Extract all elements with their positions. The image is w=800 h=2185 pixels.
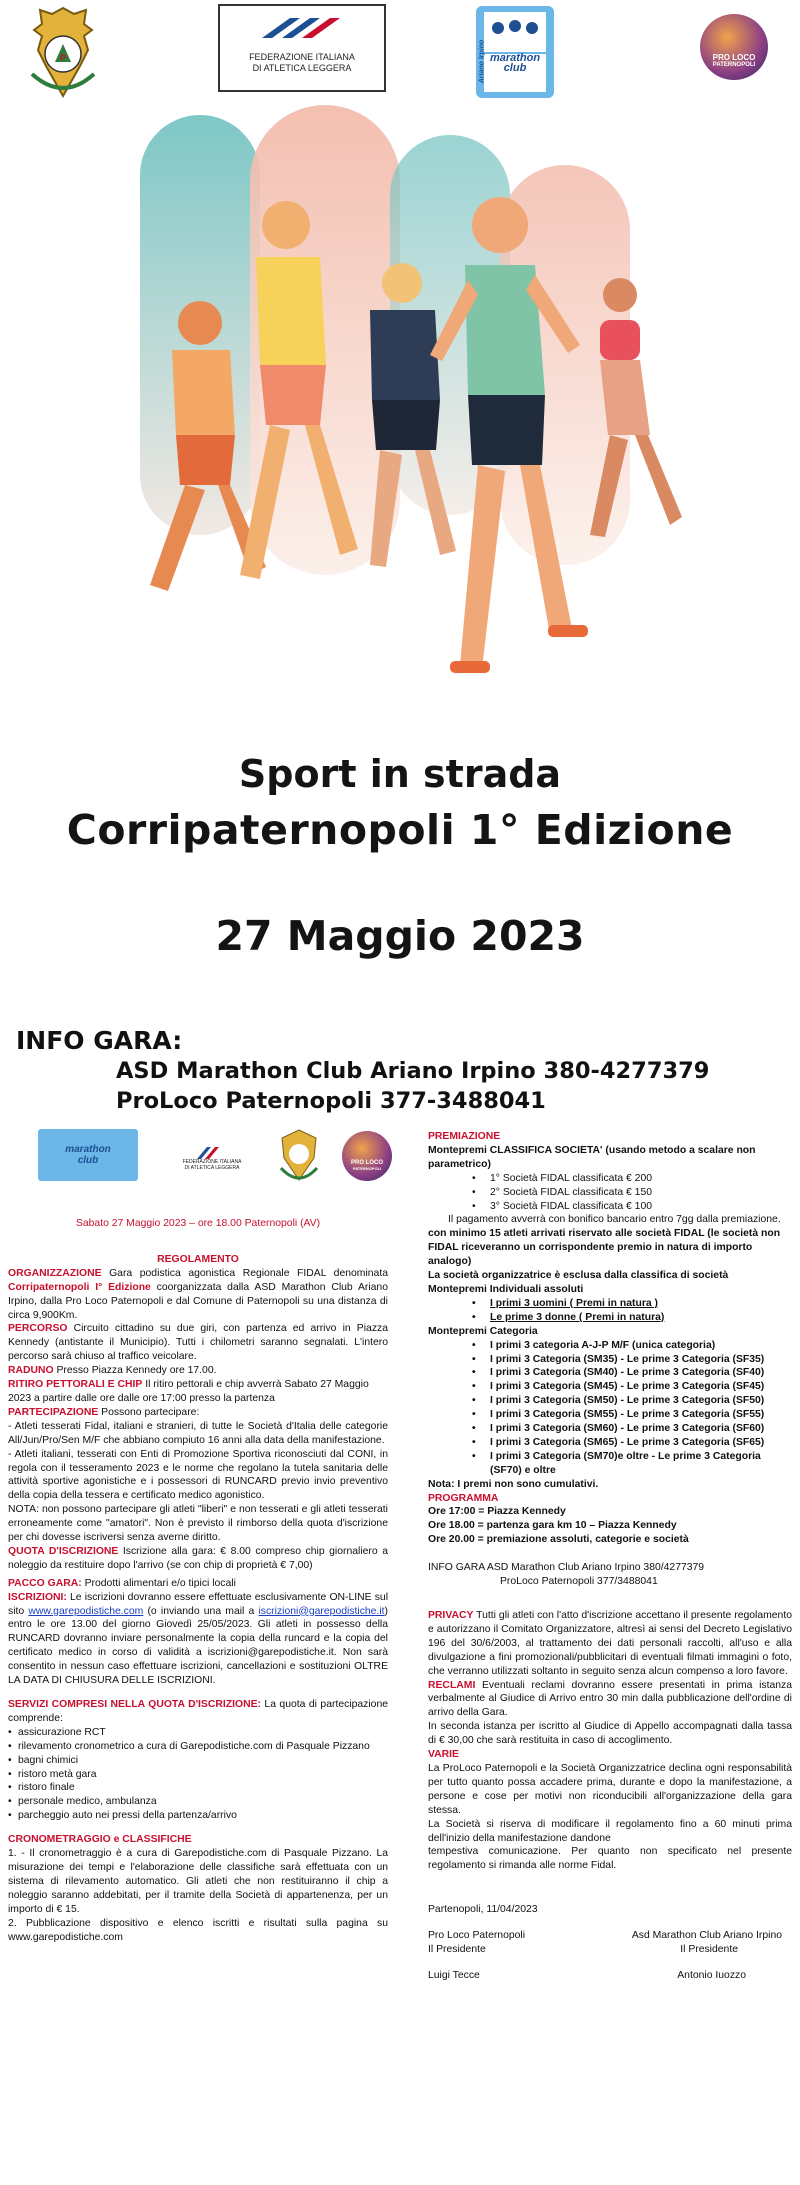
servizi-heading: SERVIZI COMPRESI NELLA QUOTA D'ISCRIZIONE: — [8, 1699, 261, 1710]
place-date: Partenopoli, 11/04/2023 — [428, 1904, 538, 1916]
signature-org-right: Asd Marathon Club Ariano Irpino — [631, 1930, 782, 1942]
servizi-list-item: • parcheggio auto nei pressi della partenza/arrivo — [8, 1809, 388, 1823]
quota-text: Iscrizione alla gara: € 8.00 compreso chip giornaliero a noleggio da restituire dopo l'arrivo (se con chip di proprietà € 7,00) — [8, 1545, 389, 1571]
categoria-heading: Montepremi Categoria — [428, 1325, 538, 1337]
quota-heading: QUOTA D'ISCRIZIONE — [8, 1545, 119, 1557]
fidal-logo-text-2: DI ATLETICA LEGGERA — [252, 63, 352, 73]
categoria-item: • I primi 3 categoria A-J-P M/F (unica categoria) — [428, 1339, 792, 1353]
small-fidal-logo — [170, 1141, 254, 1177]
poster-title-1: Sport in strada — [238, 752, 562, 796]
info-line-1: ASD Marathon Club Ariano Irpino 380-4277379 — [116, 1058, 710, 1084]
partecipazione-point-1: - Atleti tesserati Fidal, italiani e stranieri, di tutte le Società d'Italia delle categorie All/Jun/Pro/Sen M/F che abbiano compiuto 16 anni alla data della manifestazione. — [8, 1420, 388, 1446]
societa-prize-list — [428, 1172, 792, 1214]
categoria-note: Nota: I premi non sono cumulativi. — [428, 1478, 599, 1490]
categoria-item: • I primi 3 Categoria (SM45) - Le prime 3 Categoria (SF45) — [428, 1380, 792, 1394]
regolamento-heading: REGOLAMENTO — [157, 1253, 239, 1265]
servizi-list — [8, 1726, 388, 1823]
reclami-paragraph — [428, 1679, 792, 1721]
premiazione-text: Montepremi CLASSIFICA SOCIETA' (usando metodo a scalare non parametrico) — [428, 1144, 756, 1170]
fidal-logo-text-1: FEDERAZIONE ITALIANA — [249, 52, 355, 62]
servizi-list-item: • rilevamento cronometrico a cura di Garepodistiche.com di Pasquale Pizzano — [8, 1740, 388, 1754]
programma-heading: PROGRAMMA — [428, 1492, 499, 1504]
percorso-paragraph — [8, 1322, 388, 1364]
ritiro-paragraph — [8, 1378, 388, 1406]
ritiro-heading: RITIRO PETTORALI E CHIP — [8, 1379, 143, 1391]
small-marathon-club-text-1: marathon — [65, 1144, 111, 1155]
ritiro-text: Il ritiro pettorali e chip avverrà Sabato 27 Maggio 2023 a partire dalle ore dalle ore 17:00 presso la partenza — [8, 1379, 369, 1404]
categoria-list — [428, 1339, 792, 1478]
signature-role-right: Il Presidente — [680, 1944, 738, 1956]
header-logos — [0, 0, 800, 110]
categoria-item: • I primi 3 Categoria (SM40) - Le prime 3 Categoria (SF40) — [428, 1366, 792, 1380]
small-paternopoli-crest — [274, 1127, 324, 1187]
cronometraggio-point-1: 1. - Il cronometraggio è a cura di Garepodistiche.com di Pasquale Pizzano. La misurazione dei tempi e l'elaborazione delle classifiche sarà effettuata con un sistema di rilevamento automatico. Gli atleti che non restituiranno il chip a noleggio saranno addebitati, per il tramite della Società di appartenenza, per un importo di € 15. — [8, 1848, 388, 1915]
premiazione-heading: PREMIAZIONE — [428, 1131, 501, 1142]
categoria-item: • I primi 3 Categoria (SM60) - Le prime 3 Categoria (SF60) — [428, 1422, 792, 1436]
categoria-item: • I primi 3 Categoria (SM35) - Le prime 3 Categoria (SF35) — [428, 1353, 792, 1367]
marathon-club-text-1: marathon — [489, 52, 541, 64]
varie-text-1: La ProLoco Paternopoli e la Società Organizzatrice declina ogni responsabilità per tutto quanto possa accadere prima, durante e dopo la manifestazione, a persone e cose per motivi non riconducibili all'organizzazione della gara stessa. — [428, 1762, 792, 1816]
servizi-paragraph — [8, 1698, 388, 1726]
proloco-logo — [700, 14, 768, 80]
signature-role-left: Il Presidente — [428, 1944, 486, 1956]
varie-heading: VARIE — [428, 1749, 459, 1761]
partecipazione-text: Possono partecipare: — [98, 1406, 200, 1418]
reclami-text: Eventuali reclami dovranno essere presentati in prima istanza verbalmente al Giudice di Arrivo entro 30 min dalla pubblicazione dell'ordine di arrivo della Gara. — [428, 1679, 792, 1719]
marathon-club-logo — [470, 2, 560, 102]
individuali-heading: Montepremi Individuali assoluti — [428, 1283, 584, 1295]
signature-name-left: Luigi Tecce — [428, 1969, 480, 1981]
info-gara-line-1: INFO GARA ASD Marathon Club Ariano Irpino 380/4277379 — [428, 1562, 705, 1574]
event-name: Corripaternopoli I° Edizione — [8, 1281, 151, 1293]
societa-condition: con minimo 15 atleti arrivati riservato alle società FIDAL (le società non FIDAL riceveranno un corrispondente premio in natura di importo analogo) — [428, 1228, 781, 1268]
programma-item: Ore 18.00 = partenza gara km 10 – Piazza Kennedy — [428, 1520, 677, 1532]
servizi-text: La quota di partecipazione comprende: — [8, 1699, 389, 1724]
societa-payment-note: Il pagamento avverrà con bonifico bancario entro 7gg dalla premiazione. — [448, 1214, 781, 1226]
paternopoli-crest-logo — [22, 4, 104, 104]
partecipazione-note: NOTA: non possono partecipare gli atleti "liberi" e non tesserati e gli atleti tesserati erroneamente come "amatori". Non è previsto il rimborso della quota d'iscrizione per chi dovesse iscriversi senza averne diritto. — [8, 1504, 388, 1544]
runners-illustration — [80, 105, 720, 720]
iscrizioni-text-3: ) entro le ore 13.00 del giorno Giovedì 25/05/2023. Gli atleti in possesso della RUNCARD dovranno inviare personalmente la copia della runcard e la copia del certificato medico in corso di validità a iscrizioni@garepodistiche.it. Non sarà consentito in nessun caso effettuare iscrizioni, cancellazioni e sostituzioni OLTRE LA DATA DI CHIUSURA DELLE ISCRIZIONI. — [8, 1605, 389, 1687]
individuali-list — [428, 1297, 792, 1325]
iscrizioni-text-2: (o inviando una mail a — [143, 1605, 259, 1617]
categoria-item: • I primi 3 Categoria (SM50) - Le prime 3 Categoria (SF50) — [428, 1394, 792, 1408]
reclami-text-2: In seconda istanza per iscritto al Giudice di Appello accompagnati dalla tassa di € 30,00 che sarà restituita in caso di accoglimento. — [428, 1721, 792, 1747]
small-fidal-text-2: DI ATLETICA LEGGERA — [184, 1165, 240, 1171]
organizzazione-text-1: Gara podistica agonistica Regionale FIDAL denominata — [101, 1267, 388, 1279]
organizzazione-text-2: coorganizzata dalla ASD Marathon Club Ariano Irpino, dalla Pro Loco Paternopoli e dal Comune di Paternopoli su una distanza di circa 9,900Km. — [8, 1281, 388, 1321]
signature-row-1 — [428, 1929, 792, 1943]
event-date-line: Sabato 27 Maggio 2023 – ore 18.00 Paternopoli (AV) — [75, 1218, 321, 1229]
varie-text-2: La Società si riserva di modificare il regolamento fino a 60 minuti prima dell'inizio della manifestazione dandone — [428, 1818, 792, 1844]
info-line-2: ProLoco Paternopoli 377-3488041 — [116, 1088, 546, 1114]
iscrizioni-paragraph — [8, 1591, 388, 1688]
societa-exclusion: La società organizzatrice è esclusa dalla classifica di società — [428, 1270, 729, 1282]
societa-prize-item: • 3° Società FIDAL classificata € 100 — [428, 1200, 792, 1214]
poster-title-2: Corripaternopoli 1° Edizione — [66, 806, 734, 854]
signature-row-3 — [428, 1969, 792, 1983]
marathon-club-text-2: club — [503, 62, 527, 74]
privacy-paragraph — [428, 1609, 792, 1679]
small-fidal-mark — [197, 1147, 227, 1159]
iscrizioni-email-link[interactable]: iscrizioni@garepodistiche.it — [258, 1605, 385, 1617]
small-proloco-logo — [342, 1131, 392, 1181]
programma-item: Ore 17:00 = Piazza Kennedy — [428, 1506, 566, 1518]
partecipazione-paragraph — [8, 1406, 388, 1420]
raduno-heading: RADUNO — [8, 1365, 54, 1377]
small-marathon-club-logo — [38, 1129, 138, 1181]
societa-prize-item: • 1° Società FIDAL classificata € 200 — [428, 1172, 792, 1186]
poster-date: 27 Maggio 2023 — [215, 912, 585, 960]
percorso-heading: PERCORSO — [8, 1323, 68, 1335]
small-logos-row — [38, 1127, 418, 1203]
privacy-text: Tutti gli atleti con l'atto d'iscrizione accettano il presente regolamento e autorizzano il Comitato Organizzatore, altresì ai sensi del Decreto Legislativo 196 del 30/6/2003, al trattamento dei dati personali raccolti, all'uso e alla divulgazione a fini promozionali/pubblicitari di eventuali filmati immagini o foto, che verranno utilizzati soltanto in seguito senza alcun compenso a loro favore. — [428, 1610, 792, 1677]
small-marathon-club-text-2: club — [77, 1155, 99, 1166]
servizi-list-item: • ristoro metà gara — [8, 1768, 388, 1782]
small-proloco-text-2: PATERNOPOLI — [352, 1165, 382, 1171]
categoria-item: • I primi 3 Categoria (SM55) - Le prime 3 Categoria (SF55) — [428, 1408, 792, 1422]
signature-row-2 — [428, 1943, 792, 1957]
individuali-item: • Le prime 3 donne ( Premi in natura) — [428, 1311, 792, 1325]
small-proloco-text-1: PRO LOCO — [350, 1159, 383, 1166]
regolamento-right-column — [428, 1130, 792, 1983]
servizi-list-item: • personale medico, ambulanza — [8, 1795, 388, 1809]
organizzazione-heading: ORGANIZZAZIONE — [8, 1267, 102, 1279]
cronometraggio-heading: CRONOMETRAGGIO e CLASSIFICHE — [8, 1834, 192, 1846]
organizzazione-paragraph — [8, 1267, 388, 1323]
pacco-paragraph — [8, 1577, 388, 1591]
individuali-item: • I primi 3 uomini ( Premi in natura ) — [428, 1297, 792, 1311]
cronometraggio-point-2: 2. Pubblicazione dispositivo e elenco iscritti e risultati sulla pagina su www.garepodistiche.com — [8, 1917, 388, 1943]
proloco-text-1: PRO LOCO — [712, 52, 756, 62]
fidal-logo — [218, 4, 386, 92]
signature-org-left: Pro Loco Paternopoli — [428, 1930, 526, 1942]
pacco-heading: PACCO GARA: — [8, 1577, 82, 1589]
iscrizioni-text-1: Le iscrizioni dovranno essere effettuate esclusivamente ON-LINE sul sito — [8, 1591, 388, 1617]
categoria-item: • I primi 3 Categoria (SM70)e oltre - Le prime 3 Categoria (SF70) e oltre — [428, 1450, 792, 1478]
small-fidal-text-1: FEDERAZIONE ITALIANA — [182, 1159, 242, 1165]
iscrizioni-heading: ISCRIZIONI: — [8, 1591, 67, 1603]
info-heading: INFO GARA: — [16, 1026, 183, 1055]
regolamento-left-column — [8, 1217, 388, 1944]
info-gara-line-2: ProLoco Paternopoli 377/3488041 — [500, 1576, 658, 1588]
servizi-list-item: • ristoro finale — [8, 1781, 388, 1795]
raduno-paragraph — [8, 1364, 388, 1378]
raduno-text: Presso Piazza Kennedy ore 17.00. — [53, 1365, 217, 1377]
programma-list — [428, 1505, 792, 1547]
servizi-list-item: • assicurazione RCT — [8, 1726, 388, 1740]
societa-prize-item: • 2° Società FIDAL classificata € 150 — [428, 1186, 792, 1200]
percorso-text: Circuito cittadino su due giri, con partenza ed arrivo in Piazza Kennedy (antistante il Municipio). Tutti i chilometri saranno segnalati. L'intero percorso sarà chiuso al traffico veicolare. — [8, 1323, 388, 1363]
privacy-heading: PRIVACY — [428, 1610, 474, 1621]
partecipazione-heading: PARTECIPAZIONE — [8, 1406, 99, 1418]
signature-name-right: Antonio Iuozzo — [677, 1969, 746, 1981]
varie-text-3: tempestiva comunicazione. Per quanto non specificato nel presente regolamento si rimanda alle norme Fidal. — [428, 1846, 792, 1872]
garepodistiche-link[interactable]: www.garepodistiche.com — [28, 1605, 144, 1617]
svg-text:P: P — [59, 53, 67, 63]
pacco-text: Prodotti alimentari e/o tipici locali — [81, 1577, 236, 1589]
proloco-text-2: PATERNOPOLI — [712, 61, 756, 68]
programma-item: Ore 20.00 = premiazione assoluti, categorie e società — [428, 1534, 689, 1546]
marathon-club-side-text: Ariano Irpino — [478, 39, 486, 84]
categoria-item: • I primi 3 Categoria (SM65) - Le prime 3 Categoria (SF65) — [428, 1436, 792, 1450]
reclami-heading: RECLAMI — [428, 1679, 476, 1691]
quota-paragraph — [8, 1545, 388, 1573]
servizi-list-item: • bagni chimici — [8, 1754, 388, 1768]
partecipazione-point-2: - Atleti italiani, tesserati con Enti di Promozione Sportiva riconosciuti dal CONI, in regola con il tesseramento 2023 e le norme che regolano la tutela sanitaria delle attività sportive agonistiche e i possessori di RUNCARD previo invio preventivo della copia della tessera e certificato medico agonistico. — [8, 1448, 388, 1502]
